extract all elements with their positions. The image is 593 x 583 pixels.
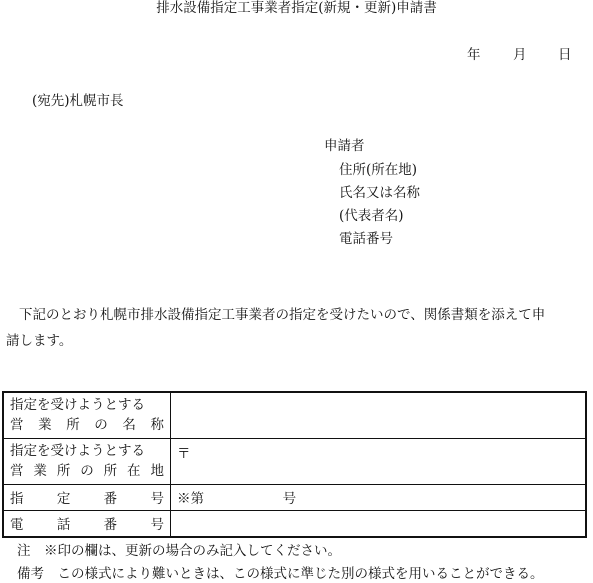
label-char: 営	[10, 417, 24, 434]
applicant-address-label: 住所(所在地)	[339, 162, 418, 178]
value-designation-number[interactable]	[171, 484, 587, 510]
applicant-representative-label: (代表者名)	[339, 208, 404, 224]
label-char: 地	[150, 463, 164, 479]
table-row-office-address	[3, 438, 586, 484]
label-char: 業	[38, 417, 52, 434]
label-char: 営	[10, 463, 24, 479]
label-char: 番	[103, 517, 118, 534]
label-char: 名	[122, 417, 136, 434]
label-designation-number-text	[10, 487, 170, 507]
date-month: 月	[513, 47, 527, 63]
label-office-address-line2	[10, 461, 170, 481]
label-char: の	[94, 417, 108, 434]
value-phone[interactable]	[171, 510, 587, 537]
label-char: 称	[150, 417, 164, 434]
label-office-address-line1: 指定を受けようとする	[10, 443, 145, 459]
label-phone-text	[10, 513, 170, 533]
body-line-2: 請します。	[6, 333, 73, 349]
label-char: 在	[127, 463, 141, 479]
designation-prefix: ※第	[177, 491, 204, 507]
label-char: 所	[66, 417, 80, 434]
date-day: 日	[558, 47, 572, 63]
label-char: 所	[56, 463, 71, 479]
document-title: 排水設備指定工事業者指定(新規・更新)申請書	[156, 0, 437, 16]
label-char: 指	[10, 491, 24, 507]
label-phone	[3, 510, 171, 537]
application-table	[2, 391, 587, 538]
label-char: 号	[150, 517, 164, 534]
label-designation-number	[3, 484, 171, 510]
label-char: 定	[56, 491, 71, 507]
label-char: 所	[103, 463, 118, 479]
applicant-name-label: 氏名又は名称	[339, 185, 420, 201]
body-paragraph	[6, 302, 582, 354]
table-row-office-name	[3, 392, 586, 438]
table-row-phone	[3, 510, 586, 537]
note-2: 備考 この様式により難いときは、この様式に準じた別の様式を用いることができる。	[17, 566, 544, 582]
label-office-name-line1: 指定を受けようとする	[10, 397, 145, 414]
addressee: (宛先)札幌市長	[32, 93, 124, 109]
postal-mark: 〒	[177, 445, 191, 462]
label-char: 業	[33, 463, 47, 479]
table-row-designation-number	[3, 484, 586, 510]
label-char: 番	[103, 491, 118, 507]
label-char: の	[80, 463, 94, 479]
designation-suffix: 号	[282, 491, 297, 507]
label-office-name-line2	[10, 415, 170, 435]
value-office-address[interactable]	[171, 438, 587, 484]
label-char: 話	[56, 517, 71, 534]
value-office-name[interactable]	[171, 392, 587, 438]
applicant-heading: 申請者	[324, 138, 365, 154]
note-1: 注 ※印の欄は、更新の場合のみ記入してください。	[17, 543, 341, 559]
body-line-1: 下記のとおり札幌市排水設備指定工事業者の指定を受けたいので、関係書類を添えて申	[19, 307, 546, 323]
label-office-name	[3, 392, 171, 438]
label-char: 電	[10, 517, 24, 534]
label-char: 号	[150, 491, 164, 507]
applicant-phone-label: 電話番号	[339, 231, 393, 247]
label-office-address	[3, 438, 171, 484]
date-year: 年	[467, 47, 481, 63]
